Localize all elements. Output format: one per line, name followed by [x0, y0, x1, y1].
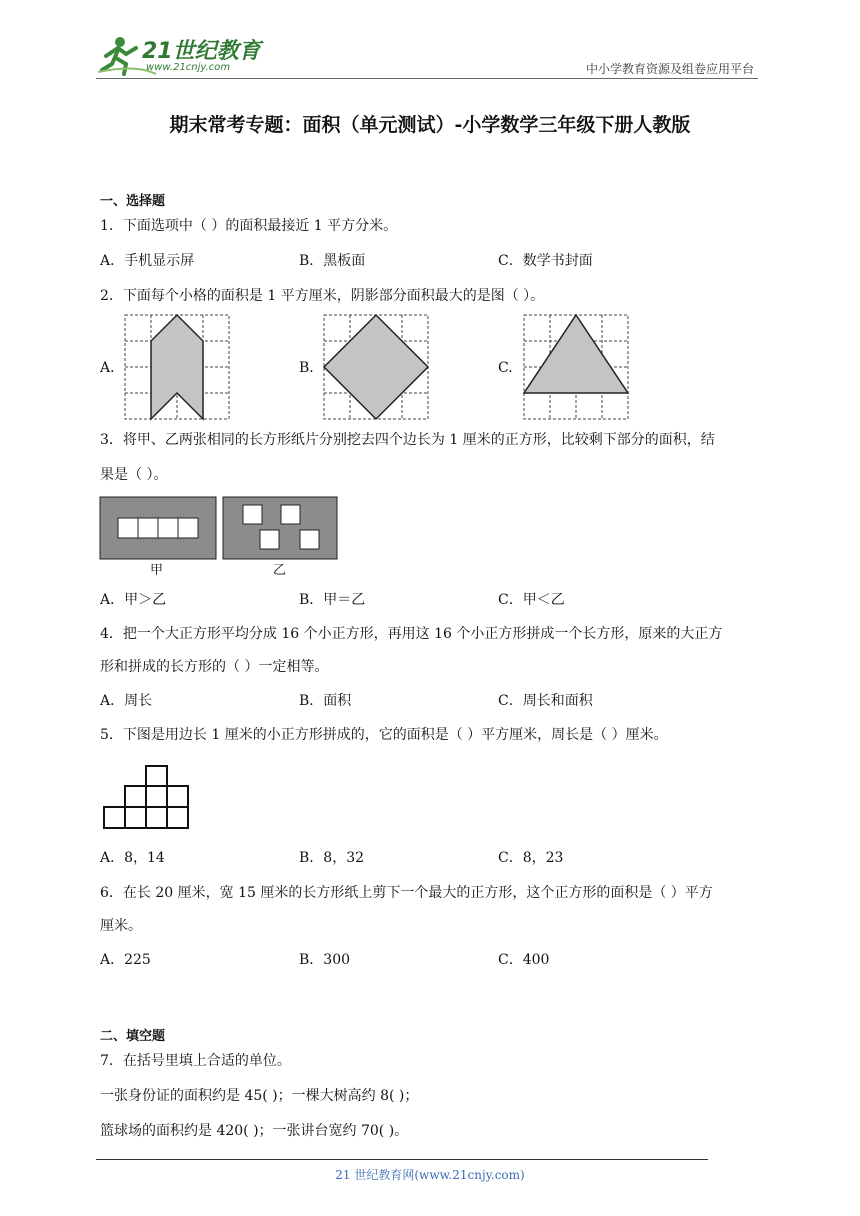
q6-option-a: A．225: [100, 952, 151, 968]
q3-figure-jia: [100, 497, 216, 559]
q6-option-b: B．300: [299, 952, 351, 968]
q2-label-a: A.: [100, 360, 115, 376]
q2-label-b: B.: [299, 360, 314, 376]
q3-option-a: A．甲＞乙: [100, 592, 167, 608]
q3-option-c: C．甲＜乙: [498, 592, 565, 608]
q3-label-jia: 甲: [150, 563, 164, 578]
q1-option-a: A．手机显示屏: [100, 253, 195, 269]
q7-line1: 一张身份证的面积约是 45( )；一棵大树高约 8( )；: [100, 1088, 419, 1104]
question-2: 2．下面每个小格的面积是 1 平方厘米，阴影部分面积最大的是图（ ）。: [100, 288, 545, 304]
question-7: 7．在括号里填上合适的单位。: [100, 1053, 291, 1069]
header-rule: [96, 78, 758, 79]
section-heading-fill: 二、填空题: [100, 1029, 166, 1044]
q5-figure: [103, 765, 189, 829]
question-5: 5．下图是用边长 1 厘米的小正方形拼成的，它的面积是（ ）平方厘米，周长是（ ）厘米。: [100, 727, 668, 743]
q5-option-b: B．8，32: [299, 850, 365, 866]
q3-figure-yi: [223, 497, 337, 559]
q4-option-c: C．周长和面积: [498, 693, 593, 709]
q1-option-b: B．黑板面: [299, 253, 366, 269]
q6-option-c: C．400: [498, 952, 550, 968]
q1-option-c: C．数学书封面: [498, 253, 593, 269]
header-slogan: 中小学教育资源及组卷应用平台: [585, 62, 754, 76]
question-6-line1: 6．在长 20 厘米，宽 15 厘米的长方形纸上剪下一个最大的正方形，这个正方形的面积是（ ）平方: [100, 885, 713, 901]
question-6-line2: 厘米。: [100, 918, 142, 934]
q7-line2: 篮球场的面积约是 420( )；一张讲台宽约 70( )。: [100, 1123, 409, 1139]
q2-figure-a: [125, 315, 229, 419]
q4-option-a: A．周长: [100, 693, 153, 709]
q3-option-b: B．甲＝乙: [299, 592, 366, 608]
logo: [96, 34, 266, 78]
logo-text: 21世纪教育: [142, 39, 261, 64]
question-3-line1: 3．将甲、乙两张相同的长方形纸片分别挖去四个边长为 1 厘米的正方形，比较剩下部分的面积，结: [100, 432, 715, 448]
question-3-line2: 果是（ ）。: [100, 467, 168, 483]
question-4-line2: 形和拼成的长方形的（ ）一定相等。: [100, 659, 329, 675]
section-heading-choice: 一、选择题: [100, 194, 166, 209]
q2-figure-b: [324, 315, 428, 419]
footer-text[interactable]: 21 世纪教育网(www.21cnjy.com): [335, 1168, 525, 1182]
footer-rule: [96, 1159, 708, 1160]
q3-label-yi: 乙: [273, 563, 287, 578]
question-4-line1: 4．把一个大正方形平均分成 16 个小正方形，再用这 16 个小正方形拼成一个长方形，原来的大正方: [100, 626, 723, 642]
question-1: 1．下面选项中（ ）的面积最接近 1 平方分米。: [100, 218, 398, 234]
page-title: 期末常考专题：面积（单元测试）-小学数学三年级下册人教版: [169, 114, 691, 136]
q5-option-a: A．8，14: [100, 850, 165, 866]
q2-figure-c: [524, 315, 628, 419]
logo-url: www.21cnjy.com: [146, 62, 231, 73]
q2-label-c: C.: [498, 360, 513, 376]
q5-option-c: C．8，23: [498, 850, 564, 866]
q4-option-b: B．面积: [299, 693, 352, 709]
